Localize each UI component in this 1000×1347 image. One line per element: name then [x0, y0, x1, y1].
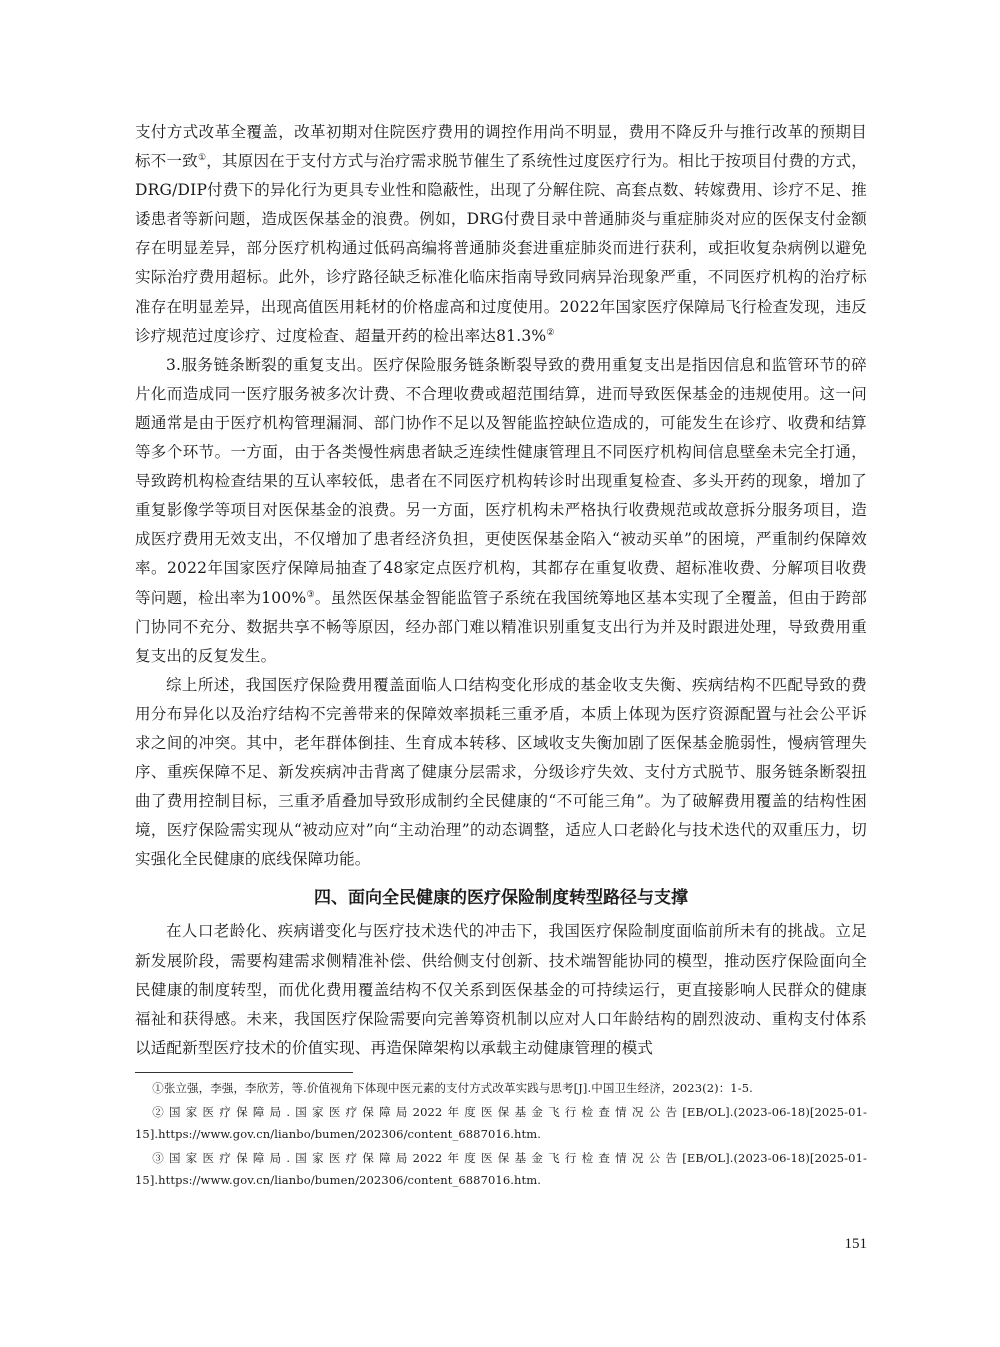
paragraph-text: ，其原因在于支付方式与治疗需求脱节催生了系统性过度医疗行为。相比于按项目付费的方式，DRG/DIP付费下的异化行为更具专业性和隐蔽性，出现了分解住院、高套点数、转嫁费用、诊疗不足、推诿患者等新问题，造成医保基金的浪费。例如，DRG付费目录中普通肺炎与重症肺炎对应的医保支付金额存在明显差异，部分医疗机构通过低码高编将普通肺炎套进重症肺炎而进行获利，或拒收复杂病例以避免实际治疗费用超标。此外，诊疗路径缺乏标准化临床指南导致同病异治现象严重，不同医疗机构的治疗标准存在明显差异，出现高值医用耗材的价格虚高和过度使用。2022年国家医疗保障局飞行检查发现，违反诊疗规范过度诊疗、过度检查、超量开药的检出率达81.3%: [135, 152, 867, 345]
footnote-1: ①张立强，李强，李欣芳，等.价值视角下体现中医元素的支付方式改革实践与思考[J].中国卫生经济，2023(2)：1-5.: [152, 1080, 753, 1095]
footnote-2: ②国家医疗保障局.国家医疗保障局2022年度医保基金飞行检查情况公告[EB/OL].(2023-06-18)[2025-01-15].https://www.gov.cn/lianbo/bumen/202306/content_6887016.htm.: [135, 1104, 867, 1141]
paragraph-payment-reform: [135, 118, 867, 351]
paragraph-service-chain: [135, 351, 867, 671]
paragraph-text: 3.服务链条断裂的重复支出。医疗保险服务链条断裂导致的费用重复支出是指因信息和监管环节的碎片化而造成同一医疗服务被多次计费、不合理收费或超范围结算，进而导致医保基金的违规使用。这一问题通常是由于医疗机构管理漏洞、部门协作不足以及智能监控缺位造成的，可能发生在诊疗、收费和结算等多个环节。一方面，由于各类慢性病患者缺乏连续性健康管理且不同医疗机构间信息壁垒未完全打通，导致跨机构检查结果的互认率较低，患者在不同医疗机构转诊时出现重复检查、多头开药的现象，增加了重复影像学等项目对医保基金的浪费。另一方面，医疗机构未严格执行收费规范或故意拆分服务项目，造成医疗费用无效支出，不仅增加了患者经济负担，更使医保基金陷入“被动买单”的困境，严重制约保障效率。2022年国家医疗保障局抽查了48家定点医疗机构，其都存在重复收费、超标准收费、分解项目收费等问题，检出率为100%: [135, 355, 867, 607]
page-body: [135, 118, 867, 1193]
paragraph-text: 支付方式改革全覆盖，改革初期对住院医疗费用的调控作用尚不明显，费用不降反升与推行改革的预期目标不一致: [135, 123, 867, 171]
footnote-ref-3[interactable]: ③: [306, 589, 315, 600]
footnote-3: ③国家医疗保障局.国家医疗保障局2022年度医保基金飞行检查情况公告[EB/OL].(2023-06-18)[2025-01-15].https://www.gov.cn/lianbo/bumen/202306/content_6887016.htm.: [135, 1150, 867, 1187]
section-heading: 四、面向全民健康的医疗保险制度转型路径与支撑: [314, 888, 688, 909]
footnote-ref-1[interactable]: ①: [197, 152, 207, 163]
paragraph-section-intro: 在人口老龄化、疾病谱变化与医疗技术迭代的冲击下，我国医疗保险制度面临前所未有的挑战。立足新发展阶段，需要构建需求侧精准补偿、供给侧支付创新、技术端智能协同的模型，推动医疗保险面向全民健康的制度转型，而优化费用覆盖结构不仅关系到医保基金的可持续运行，更直接影响人民群众的健康福祉和获得感。未来，我国医疗保险需要向完善筹资机制以应对人口年龄结构的剧烈波动、重构支付体系以适配新型医疗技术的价值实现、再造保障架构以承载主动健康管理的模式: [135, 922, 867, 1057]
footnote-ref-2[interactable]: ②: [546, 327, 555, 338]
paragraph-summary: 综上所述，我国医疗保险费用覆盖面临人口结构变化形成的基金收支失衡、疾病结构不匹配导致的费用分布异化以及治疗结构不完善带来的保障效率损耗三重矛盾，本质上体现为医疗资源配置与社会公平诉求之间的冲突。其中，老年群体倒挂、生育成本转移、区域收支失衡加剧了医保基金脆弱性，慢病管理失序、重疾保障不足、新发疾病冲击背离了健康分层需求，分级诊疗失效、支付方式脱节、服务链条断裂扭曲了费用控制目标，三重矛盾叠加导致形成制约全民健康的“不可能三角”。为了破解费用覆盖的结构性困境，医疗保险需实现从“被动应对”向“主动治理”的动态调整，适应人口老龄化与技术迭代的双重压力，切实强化全民健康的底线保障功能。: [135, 675, 867, 869]
footnote-divider: [135, 1072, 353, 1073]
paragraph-text: 。虽然医保基金智能监管子系统在我国统筹地区基本实现了全覆盖，但由于跨部门协同不充分、数据共享不畅等原因，经办部门难以精准识别重复支出行为并及时跟进处理，导致费用重复支出的反复发生。: [135, 588, 867, 665]
page-number: 151: [844, 1236, 867, 1252]
